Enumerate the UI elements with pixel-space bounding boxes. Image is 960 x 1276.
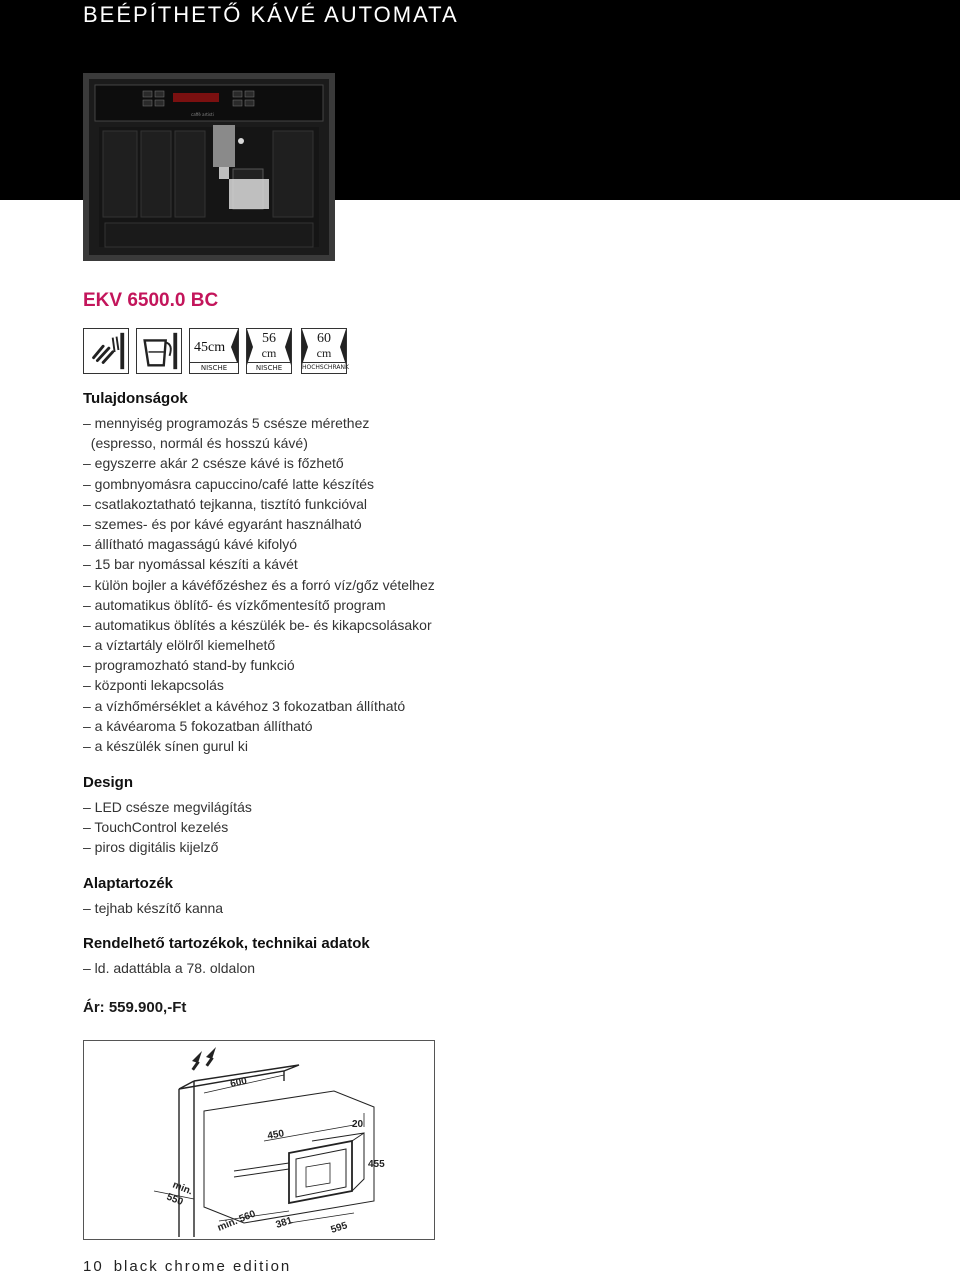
list-item: – a készülék sínen gurul ki (83, 738, 248, 754)
product-photo (83, 73, 335, 261)
section-heading-optional-accessories: Rendelhető tartozékok, technikai adatok (83, 935, 370, 952)
edition-label: black chrome edition (113, 1258, 292, 1275)
page-title: BEÉPÍTHETŐ KÁVÉ AUTOMATA (83, 2, 459, 27)
list-item: – szemes- és por kávé egyaránt használható (83, 515, 362, 532)
list-item: – LED csésze megvilágítás (83, 799, 252, 815)
list-item: – tejhab készítő kanna (83, 900, 224, 916)
dim-381: 381 (274, 1215, 294, 1231)
niche-56cm-badge (246, 328, 292, 374)
list-item: – programozható stand-by funkció (83, 657, 295, 674)
model-name: EKV 6500.0 BC (83, 290, 219, 311)
dim-min-560: min. 560 (216, 1208, 258, 1234)
installation-drawing (84, 1041, 434, 1239)
list-item: – a víztartály elölről kiemelhető (83, 637, 276, 654)
badge-unit: cm (261, 346, 277, 360)
properties-list (83, 413, 435, 756)
dim-455: 455 (368, 1159, 385, 1170)
list-item: – 15 bar nyomással készíti a kávét (83, 556, 298, 573)
design-list (83, 797, 252, 858)
list-item: – gombnyomásra capuccino/café latte készítés (83, 475, 375, 492)
section-heading-properties: Tulajdonságok (83, 390, 188, 407)
page-number: 10 (83, 1258, 104, 1275)
standard-accessories-list (83, 898, 223, 918)
badge-value: 45cm (194, 340, 226, 355)
list-item: – központi lekapcsolás (83, 677, 224, 694)
dim-20: 20 (352, 1119, 364, 1130)
installation-diagram (83, 1040, 435, 1240)
list-item: – külön bojler a kávéfőzéshez és a forró víz/gőz vételhez (83, 576, 435, 593)
optional-accessories-list (83, 958, 255, 978)
badge-unit: cm (316, 346, 332, 360)
list-item: – automatikus öblítés a készülék be- és kikapcsolásakor (83, 616, 432, 633)
section-heading-design: Design (83, 774, 134, 791)
list-item: – mennyiség programozás 5 csésze mérethez (83, 415, 370, 431)
page-footer (83, 1258, 291, 1275)
price: Ár: 559.900,-Ft (83, 999, 187, 1016)
badge-value: 60 (317, 331, 331, 346)
list-item: – automatikus öblítő- és vízkőmentesítő program (83, 596, 386, 613)
niche-45cm-badge (189, 328, 239, 374)
list-item: – a kávéaroma 5 fokozatban állítható (83, 717, 313, 734)
tall-cabinet-60cm-badge (301, 328, 347, 374)
dim-600: 600 (229, 1075, 248, 1090)
dishwasher-safe-icon (83, 328, 129, 374)
dim-min-label: min. (170, 1179, 195, 1198)
list-item: – TouchControl kezelés (83, 819, 229, 836)
badge-label: HOCHSCHRANK (302, 364, 349, 371)
list-item: – piros digitális kijelző (83, 839, 219, 856)
dim-450: 450 (266, 1128, 285, 1142)
dim-min-550: 550 (164, 1191, 185, 1209)
list-item: (espresso, normál és hosszú kávé) (83, 435, 308, 452)
dim-595: 595 (329, 1220, 349, 1236)
list-item: – állítható magasságú kávé kifolyó (83, 536, 298, 553)
badge-label: NISCHE (190, 362, 238, 373)
section-heading-standard-accessories: Alaptartozék (83, 875, 174, 892)
list-item: – egyszerre akár 2 csésze kávé is főzhető (83, 455, 344, 472)
badge-value: 56 (262, 331, 276, 346)
panel-brand: caffè artisti (191, 112, 214, 117)
list-item: – a vízhőmérséklet a kávéhoz 3 fokozatban állítható (83, 697, 406, 714)
water-tank-icon (136, 328, 182, 374)
list-item: – csatlakoztatható tejkanna, tisztító funkcióval (83, 495, 368, 512)
badge-label: NISCHE (247, 362, 291, 373)
list-item: – ld. adattábla a 78. oldalon (83, 960, 256, 976)
